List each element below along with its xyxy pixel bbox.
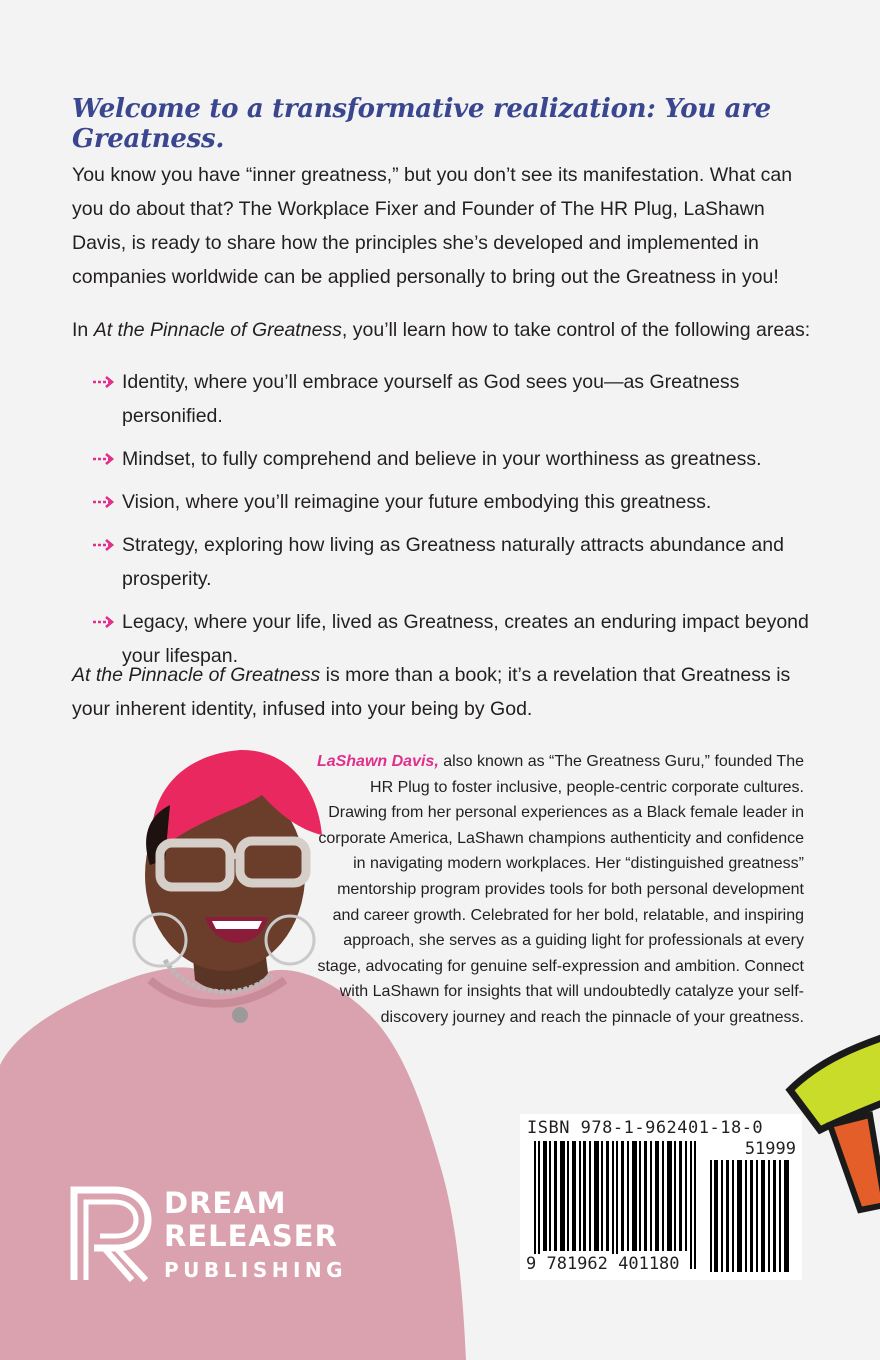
- bullet-text: Vision, where you’ll reimagine your future embodying this greatness.: [122, 491, 712, 513]
- list-item: [92, 442, 812, 476]
- arrow-icon: [92, 374, 116, 390]
- bullet-text: Legacy, where your life, lived as Greatness, creates an enduring impact beyond your lifespan.: [122, 611, 809, 667]
- publisher-name-line-2: RELEASER: [164, 1219, 338, 1253]
- price-code: 51999: [744, 1139, 796, 1159]
- areas-intro-prefix: In: [72, 319, 94, 341]
- list-item: [92, 365, 812, 433]
- areas-intro-book-title: At the Pinnacle of Greatness: [93, 319, 342, 341]
- headline: Welcome to a transformative realization: You are Greatness.: [72, 94, 771, 154]
- bullet-text: Identity, where you’ll embrace yourself as God sees you—as Greatness personified.: [122, 371, 740, 427]
- intro-paragraph: You know you have “inner greatness,” but you don’t see its manifestation. What can you do about that? The Workplace Fixer and Founder of The HR Plug, LaShawn Davis, is ready to share how the principles she’s developed and implemented in companies worldwide can be applied personally to bring out the Greatness in you!: [72, 164, 793, 288]
- ean-number: 9 781962 401180: [526, 1254, 680, 1274]
- closing-paragraph: [72, 658, 812, 726]
- publisher-r-icon: [70, 1186, 152, 1282]
- barcode-addon-bars: [710, 1160, 792, 1272]
- arrow-icon: [92, 451, 116, 467]
- publisher-name-line-1: DREAM: [164, 1186, 287, 1220]
- isbn-barcode: [520, 1114, 802, 1280]
- author-bio: [310, 749, 804, 1031]
- arrow-icon: [92, 614, 116, 630]
- areas-intro-suffix: , you’ll learn how to take control of the following areas:: [341, 319, 811, 341]
- areas-intro: [72, 313, 812, 347]
- barcode-bars: [534, 1141, 698, 1269]
- closing-text: is more than a book; it’s a revelation that Greatness is your inherent identity, infused into your being by God.: [72, 664, 791, 720]
- arrow-icon: [92, 494, 116, 510]
- closing-book-title: At the Pinnacle of Greatness: [72, 664, 321, 686]
- bio-text: also known as “The Greatness Guru,” founded The HR Plug to foster inclusive, people-centric corporate cultures. Drawing from her personal experiences as a Black female leader in corporate America, LaShawn champions authenticity and confidence in navigating modern workplaces. Her “distinguished greatness” mentorship program provides tools for both personal development and career growth. Celebrated for her bold, relatable, and inspiring approach, she serves as a guiding light for professionals at every stage, advocating for genuine self-expression and ambition. Connect with LaShawn for insights that will undoubtedly catalyze your self-discovery journey and reach the pinnacle of your greatness.: [317, 753, 804, 1026]
- list-item: [92, 485, 812, 519]
- bullet-text: Strategy, exploring how living as Greatness naturally attracts abundance and prosperity.: [122, 534, 784, 590]
- author-name: LaShawn Davis,: [316, 753, 439, 770]
- areas-list: [92, 365, 812, 682]
- bullet-text: Mindset, to fully comprehend and believe in your worthiness as greatness.: [122, 448, 762, 470]
- publisher-name-line-3: PUBLISHING: [164, 1258, 348, 1282]
- isbn-number: ISBN 978-1-962401-18-0: [527, 1118, 764, 1138]
- list-item: [92, 528, 812, 596]
- arrow-icon: [92, 537, 116, 553]
